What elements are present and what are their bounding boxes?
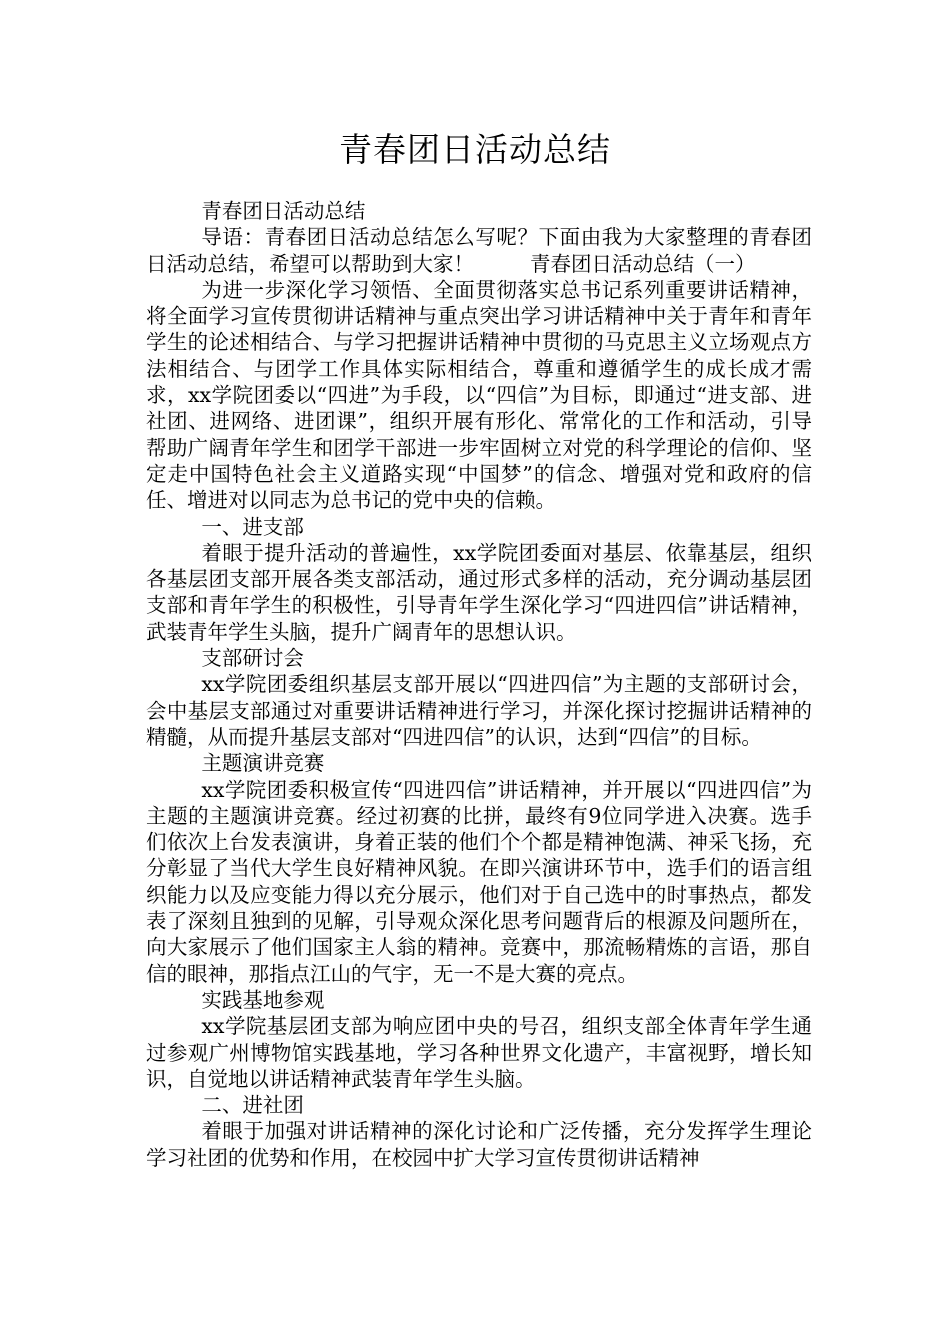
section-marker: 青春团日活动总结（一）	[530, 251, 756, 276]
section-heading: 一、进支部	[201, 514, 304, 539]
subsection-heading: 主题演讲竞赛	[201, 751, 325, 776]
subtitle: 青春团日活动总结	[201, 199, 366, 223]
subsection-heading: 支部研讨会	[201, 646, 304, 671]
intro-text: 导语：青春团日活动总结怎么写呢？下面由我为大家整理的青春团日活动总结，希望可以帮助到大家！	[146, 225, 812, 276]
subsection-heading: 实践基地参观	[201, 987, 325, 1012]
paragraph: xx学院团委组织基层支部开展以“四进四信”为主题的支部研讨会，会中基层支部通过对重要讲话精神进行学习，并深化探讨挖掘讲话精神的精髓，从而提升基层支部对“四进四信”的认识，达到“四信”的目标。	[146, 672, 812, 749]
paragraph: xx学院基层团支部为响应团中央的号召，组织支部全体青年学生通过参观广州博物馆实践基地，学习各种世界文化遗产，丰富视野，增长知识，自觉地以讲话精神武装青年学生头脑。	[146, 1014, 812, 1091]
paragraph: 着眼于提升活动的普遍性，xx学院团委面对基层、依靠基层，组织各基层团支部开展各类支部活动，通过形式多样的活动，充分调动基层团支部和青年学生的积极性，引导青年学生深化学习“四进四信”讲话精神，武装青年学生头脑，提升广阔青年的思想认识。	[146, 540, 812, 644]
intro-paragraph	[146, 224, 812, 277]
paragraph: 着眼于加强对讲话精神的深化讨论和广泛传播，充分发挥学生理论学习社团的优势和作用，在校园中扩大学习宣传贯彻讲话精神	[146, 1119, 812, 1170]
section-heading: 二、进社团	[201, 1093, 304, 1118]
paragraph: 为进一步深化学习领悟、全面贯彻落实总书记系列重要讲话精神，将全面学习宣传贯彻讲话精神与重点突出学习讲话精神中关于青年和青年学生的论述相结合、与学习把握讲话精神中贯彻的马克思主义立场观点方法相结合、与团学工作具体实际相结合，尊重和遵循学生的成长成才需求，xx学院团委以“四进”为手段，以“四信”为目标，即通过“进支部、进社团、进网络、进团课”，组织开展有形化、常常化的工作和活动，引导帮助广阔青年学生和团学干部进一步牢固树立对党的科学理论的信仰、坚定走中国特色社会主义道路实现“中国梦”的信念、增强对党和政府的信任、增进对以同志为总书记的党中央的信赖。	[146, 277, 812, 513]
document-body	[146, 198, 812, 1171]
document-title: 青春团日活动总结	[339, 130, 611, 169]
paragraph: xx学院团委积极宣传“四进四信”讲话精神，并开展以“四进四信”为主题的主题演讲竞赛。经过初赛的比拼，最终有9位同学进入决赛。选手们依次上台发表演讲，身着正装的他们个个都是精神饱满、神采飞扬，充分彰显了当代大学生良好精神风貌。在即兴演讲环节中，选手们的语言组织能力以及应变能力得以充分展示，他们对于自己选中的时事热点，都发表了深刻且独到的见解，引导观众深化思考问题背后的根源及问题所在，向大家展示了他们国家主人翁的精神。竞赛中，那流畅精炼的言语，那自信的眼神，那指点江山的气宇，无一不是大赛的亮点。	[146, 777, 812, 986]
